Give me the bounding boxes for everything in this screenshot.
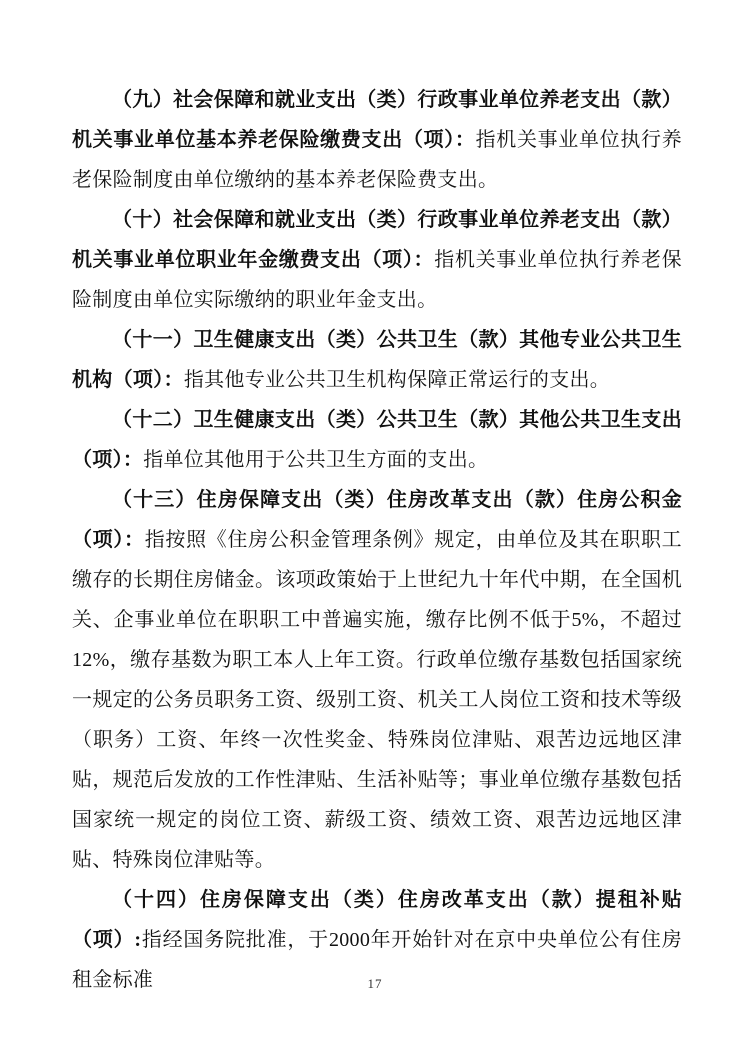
paragraph bbox=[72, 200, 682, 320]
paragraph-heading: （九）社会保障和就业支出（类）行政事业单位养老支出（款）机关事业单位基本养老保险缴费支出（项）： bbox=[72, 89, 682, 151]
paragraph-heading: （十三）住房保障支出（类）住房改革支出（款）住房公积金（项）： bbox=[72, 489, 682, 551]
paragraph-body: 指单位其他用于公共卫生方面的支出。 bbox=[143, 449, 489, 471]
paragraph bbox=[72, 400, 682, 480]
paragraph bbox=[72, 80, 682, 200]
paragraph-body: 指机关事业单位执行养老保险制度由单位实际缴纳的职业年金支出。 bbox=[72, 249, 682, 311]
paragraph-heading: （十二）卫生健康支出（类）公共卫生（款）其他公共卫生支出（项）： bbox=[72, 409, 682, 471]
paragraph-body: 指机关事业单位执行养老保险制度由单位缴纳的基本养老保险费支出。 bbox=[72, 129, 683, 191]
paragraph-heading: （十一）卫生健康支出（类）公共卫生（款）其他专业公共卫生机构（项）： bbox=[72, 329, 682, 391]
paragraph bbox=[72, 320, 682, 400]
paragraph-body: 指其他专业公共卫生机构保障正常运行的支出。 bbox=[183, 369, 611, 391]
paragraph-body: 指按照《住房公积金管理条例》规定，由单位及其在职职工缴存的长期住房储金。该项政策始于上世纪九十年代中期，在全国机关、企事业单位在职职工中普遍实施，缴存比例不低于5%，不超过12%，缴存基数为职工本人上年工资。行政单位缴存基数包括国家统一规定的公务员职务工资、级别工资、机关工人岗位工资和技术等级（职务）工资、年终一次性奖金、特殊岗位津贴、艰苦边远地区津贴，规范后发放的工作性津贴、生活补贴等；事业单位缴存基数包括国家统一规定的岗位工资、薪级工资、绩效工资、艰苦边远地区津贴、特殊岗位津贴等。 bbox=[72, 529, 682, 871]
paragraph bbox=[72, 480, 682, 880]
paragraph-body: 指经国务院批准，于2000年开始针对在京中央单位公有住房租金标准 bbox=[72, 929, 682, 991]
page-number: 17 bbox=[367, 976, 383, 991]
document-body bbox=[72, 80, 682, 1000]
paragraph-heading: （十）社会保障和就业支出（类）行政事业单位养老支出（款）机关事业单位职业年金缴费支出（项）： bbox=[72, 209, 682, 271]
paragraph-heading: （十四）住房保障支出（类）住房改革支出（款）提租补贴（项）: bbox=[72, 889, 682, 951]
